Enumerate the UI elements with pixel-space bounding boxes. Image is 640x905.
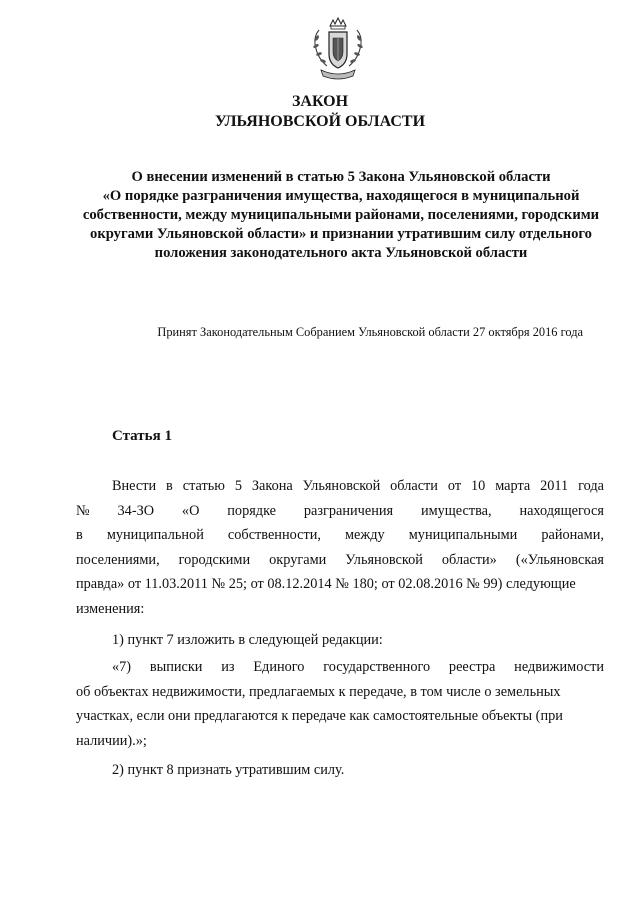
law-title-line: ЗАКОН xyxy=(291,93,349,110)
subject-line: О внесении изменений в статью 5 Закона Ульяновской области xyxy=(131,169,551,185)
word: недвижимости xyxy=(514,659,604,675)
word: округами xyxy=(269,551,327,568)
subject-line: собственности, между муниципальными районами, поселениями, городскими xyxy=(82,207,600,223)
word: реестра xyxy=(448,659,496,675)
word: «7) xyxy=(112,659,132,675)
word: муниципальными xyxy=(408,527,518,543)
law-title xyxy=(0,92,640,132)
law-title-region: УЛЬЯНОВСКОЙ ОБЛАСТИ xyxy=(214,113,426,130)
adoption-statement: Принят Законодательным Собранием Ульяновской области 27 октября 2016 года xyxy=(157,325,583,339)
word: Единого xyxy=(253,659,305,675)
amendment-item-1 xyxy=(76,628,604,653)
word: в xyxy=(166,478,173,494)
word: Внести xyxy=(112,478,157,494)
paragraph-line: изменения: xyxy=(76,600,145,617)
paragraph-line xyxy=(76,474,604,499)
word: 34-ЗО xyxy=(117,502,155,519)
word: статью xyxy=(182,478,225,494)
word: городскими xyxy=(178,551,251,568)
word: Ульяновской xyxy=(345,551,423,568)
word: года xyxy=(578,478,604,494)
word: из xyxy=(221,659,235,675)
word: от xyxy=(447,478,462,494)
word: государственного xyxy=(323,659,431,675)
item-text: 2) пункт 8 признать утратившим силу. xyxy=(112,762,345,778)
word: районами, xyxy=(541,527,604,543)
paragraph-line: правда» от 11.03.2011 № 25; от 08.12.2014 № 180; от 02.08.2016 № 99) следующие xyxy=(76,576,576,592)
word: между xyxy=(344,527,385,543)
subject-line: округами Ульяновской области» и признании утратившим силу отдельного xyxy=(90,226,592,242)
word: Закона xyxy=(251,478,293,494)
subject-line: «О порядке разграничения имущества, находящегося в муниципальной xyxy=(102,188,580,204)
word: («Ульяновская xyxy=(515,551,604,568)
subject-line: положения законодательного акта Ульяновской области xyxy=(154,245,528,261)
quoted-text xyxy=(76,655,604,753)
word: марта xyxy=(495,478,531,494)
word: находящегося xyxy=(519,502,604,519)
paragraph-line xyxy=(76,499,604,524)
word: в xyxy=(76,527,83,543)
quote-line: наличии).»; xyxy=(76,732,147,749)
quote-line xyxy=(76,655,604,680)
word: муниципальной xyxy=(106,527,204,543)
word: поселениями, xyxy=(76,551,160,568)
amendment-item-2 xyxy=(76,758,604,783)
word: области» xyxy=(441,551,497,568)
article-heading: Статья 1 xyxy=(112,428,172,444)
word: 10 xyxy=(470,478,486,494)
word: «О xyxy=(181,502,200,519)
word: собственности, xyxy=(227,527,321,543)
word: Ульяновской xyxy=(302,478,381,494)
word: разграничения xyxy=(303,502,394,519)
quote-line: об объектах недвижимости, предлагаемых к передаче, в том числе о земельных xyxy=(76,683,561,700)
paragraph-line xyxy=(76,523,604,548)
law-subject xyxy=(66,168,616,263)
word: области xyxy=(390,478,438,494)
word: выписки xyxy=(149,659,203,675)
quote-line: участках, если они предлагаются к передаче как самостоятельные объекты (при xyxy=(76,708,563,724)
paragraph-line xyxy=(76,548,604,573)
word: порядке xyxy=(227,502,276,519)
coat-of-arms-icon xyxy=(307,16,369,84)
word: 2011 xyxy=(540,478,569,494)
article-paragraph xyxy=(76,474,604,621)
word: № xyxy=(76,502,90,519)
word: имущества, xyxy=(420,502,492,519)
item-text: 1) пункт 7 изложить в следующей редакции: xyxy=(112,632,383,648)
word: 5 xyxy=(234,478,242,494)
